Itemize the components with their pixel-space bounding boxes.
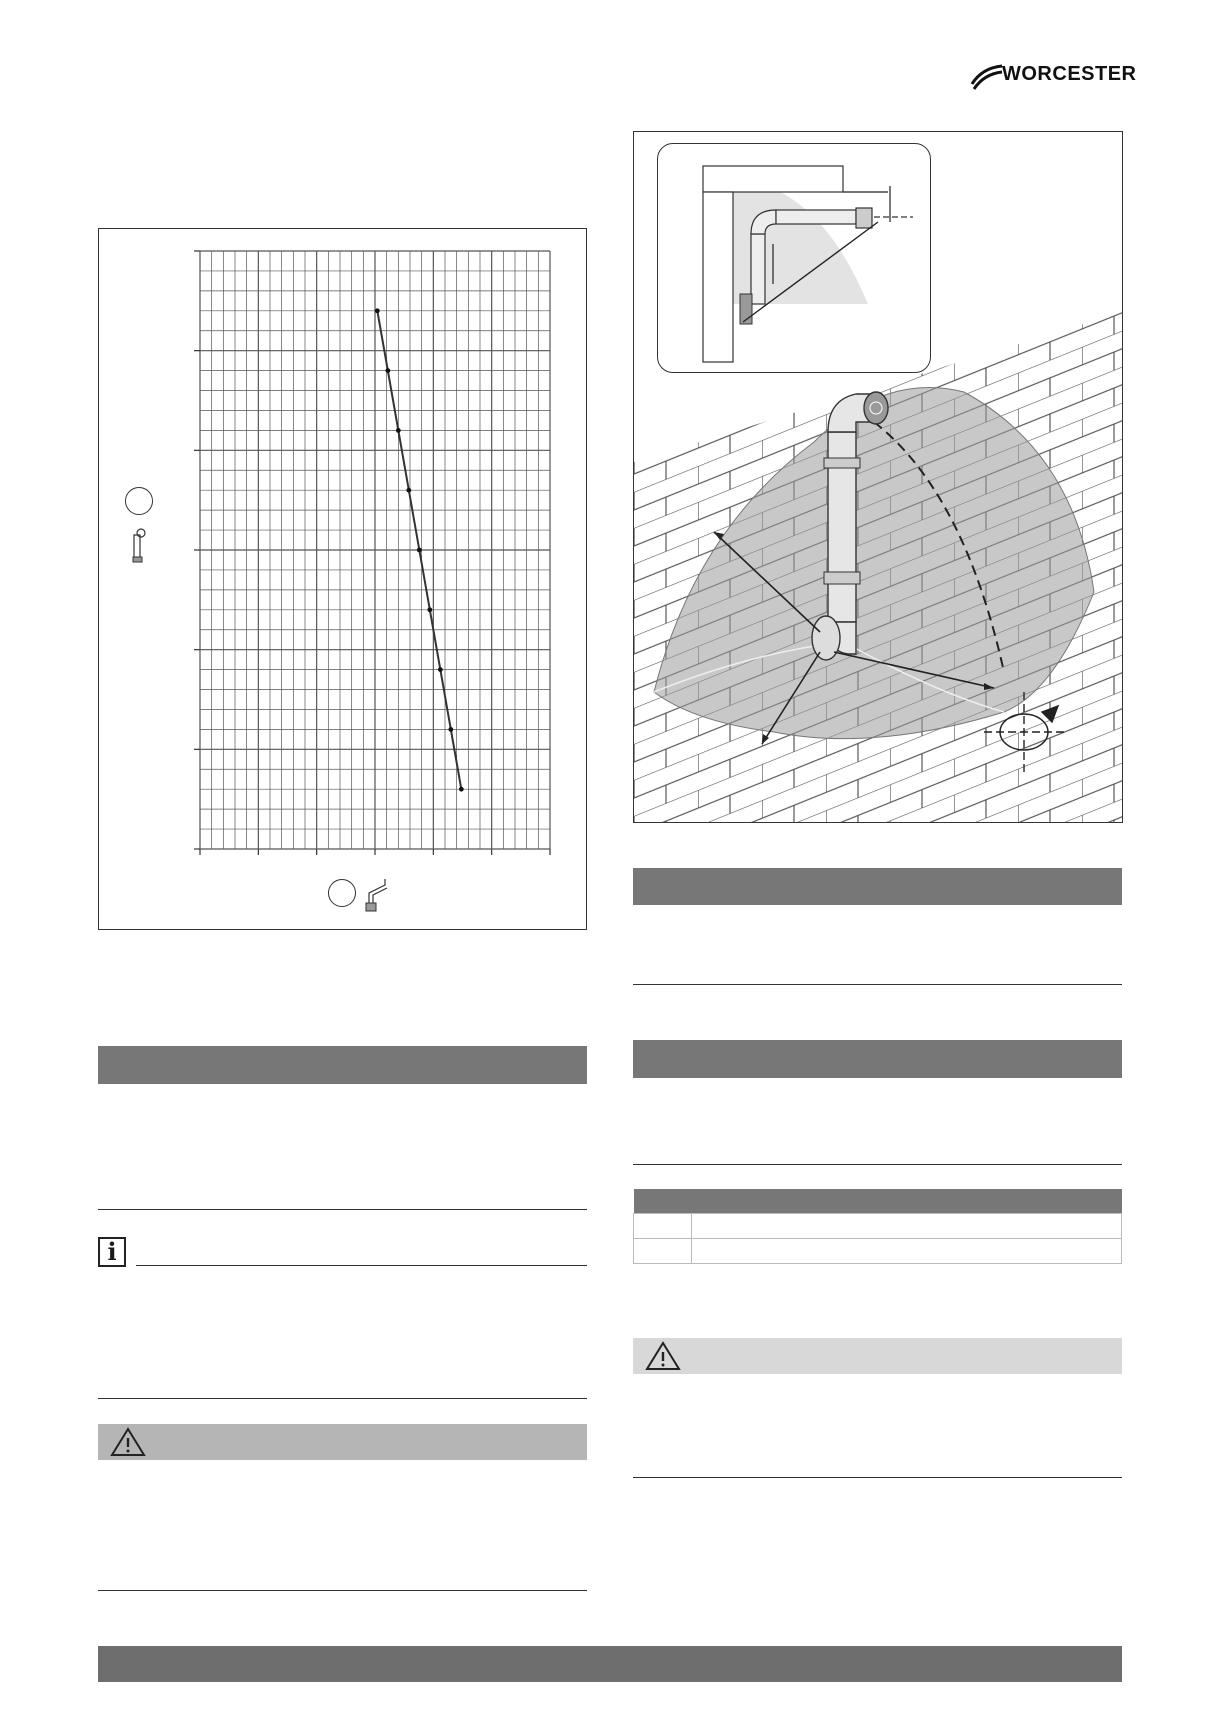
x-axis-marker-circle [328,879,356,907]
wall-plate [812,616,840,660]
info-icon: i [98,1237,126,1267]
data-point [385,368,390,373]
key-table [633,1189,1122,1264]
y-axis-marker-circle [125,487,153,515]
chart-figure [98,228,587,930]
section-end-rule [98,1209,587,1210]
table-cell [692,1239,1122,1264]
section-heading-bar-3 [633,1040,1122,1078]
key-table-header [634,1189,1122,1214]
data-point [459,787,464,792]
warning-heading-bar [98,1424,587,1460]
warning-end-rule-2 [633,1477,1122,1478]
description-column-header [692,1189,1122,1214]
worcester-logo [970,58,1137,92]
data-point [417,548,422,553]
chart [99,229,586,929]
table-row [634,1239,1122,1264]
flue-terminal [864,392,888,424]
data-point [406,488,411,493]
vertical-flue-icon [129,527,147,563]
warning-heading-bar-2 [633,1338,1122,1374]
info-bottom-rule [98,1398,587,1399]
ceiling-joist [703,166,843,192]
brand-name: WORCESTER [1002,63,1137,85]
wall-section [703,192,733,362]
section-end-rule-3 [633,1164,1122,1165]
info-top-rule [136,1265,587,1266]
inset-detail [657,143,931,373]
warning-end-rule [98,1590,587,1591]
data-point [438,667,443,672]
data-point [396,428,401,433]
data-point [448,727,453,732]
section-end-rule-2 [633,984,1122,985]
warning-triangle-icon [110,1427,146,1457]
warning-triangle-icon [645,1341,681,1371]
flame-swoosh-icon [970,58,1004,92]
table-cell [634,1214,692,1239]
section-heading-bar [98,1046,587,1084]
table-row [634,1214,1122,1239]
horizontal-flue-icon [365,875,391,915]
table-cell [692,1214,1122,1239]
table-cell [634,1239,692,1264]
footer-bar [98,1646,1122,1682]
flue-illustration [633,131,1123,823]
chart-grid [194,251,550,855]
section-heading-bar-2 [633,868,1122,905]
data-point [427,607,432,612]
key-column-header [634,1189,692,1214]
data-point [375,308,380,313]
